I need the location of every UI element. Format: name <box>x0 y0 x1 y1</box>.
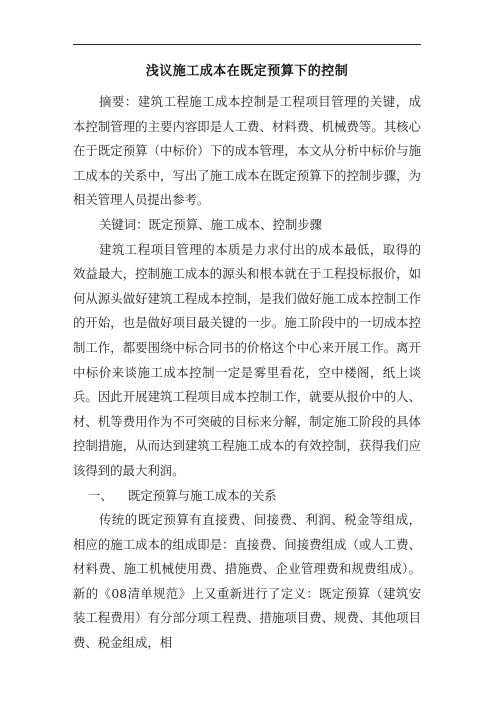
abstract-paragraph: 摘要：建筑工程施工成本控制是工程项目管理的关键，成本控制管理的主要内容即是人工费、材料费、机械费等。其核心在于既定预算（中标价）下的成本管理，本文从分析中标价与施工成本的关系中，写出了施工成本在既定预算下的控制步骤，为相关管理人员提出参考。 <box>73 94 421 208</box>
header-rule <box>73 44 421 45</box>
keywords-paragraph: 关键词：既定预算、施工成本、控制步骤 <box>99 216 323 232</box>
section-title: 既定预算与施工成本的关系 <box>128 487 277 503</box>
section-number: 一、 <box>88 487 113 503</box>
intro-paragraph: 建筑工程项目管理的本质是力求付出的成本最低，取得的效益最大，控制施工成本的源头和根本就在于工程投标报价，如何从源头做好建筑工程成本控制，是我们做好施工成本控制工作的开始，也是做好项目最关键的一步。施工阶段中的一切成本控制工作，都要围绕中标合同书的价格这个中心来开展工作。离开中标价来谈施工成本控制一定是雾里看花，空中楼阁，纸上谈兵。因此开展建筑工程项目成本控制工作，就要从报价中的人、材、机等费用作为不可突破的目标来分解，制定施工阶段的具体控制措施，从而达到建筑工程施工成本的有效控制，获得我们应该得到的最大利润。 <box>73 241 421 478</box>
section-heading <box>73 484 421 509</box>
section-paragraph: 传统的既定预算有直接费、间接费、利润、税金等组成，相应的施工成本的组成即是：直接费、间接费组成（或人工费、材料费、施工机械使用费、措施费、企业管理费和规费组成）。新的《08清单规范》上又重新进行了定义：既定预算（建筑安装工程费用）有分部分项工程费、措施项目费、规费、其他项目费、税金组成，相 <box>73 512 421 651</box>
document-title: 浅议施工成本在既定预算下的控制 <box>145 64 349 79</box>
document-body <box>73 61 421 656</box>
